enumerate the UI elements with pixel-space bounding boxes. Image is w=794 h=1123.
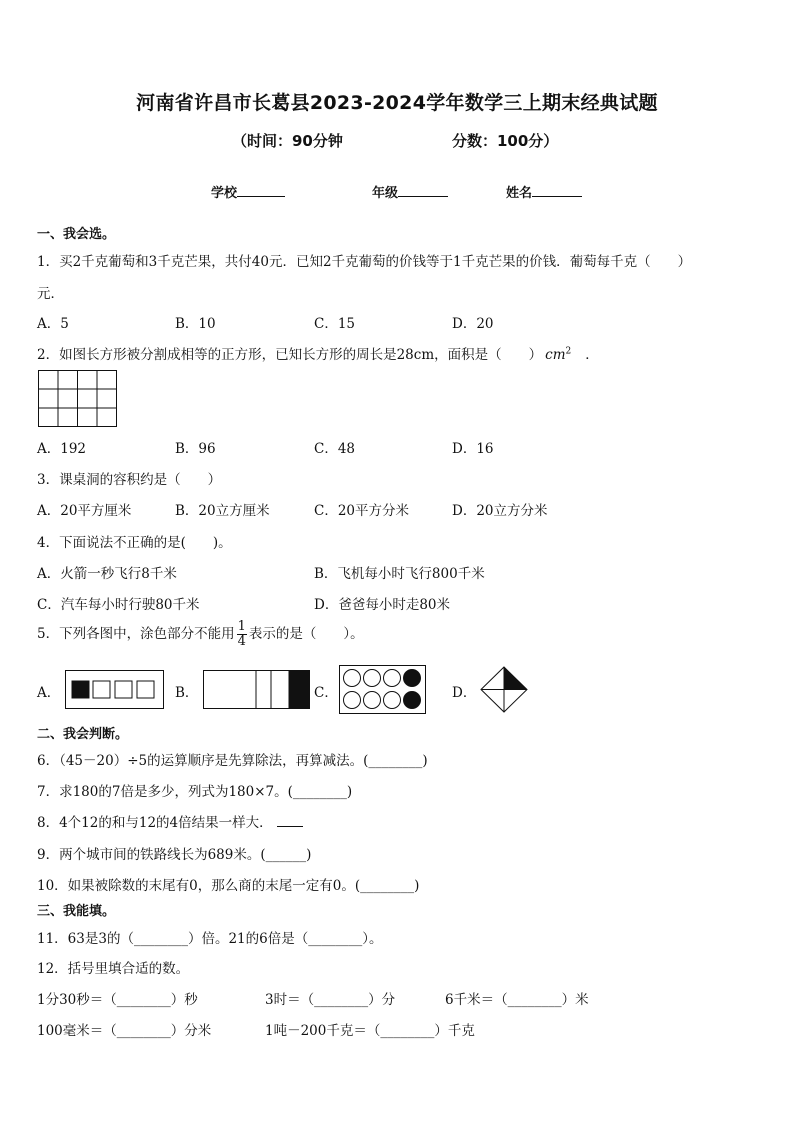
- q8-answer-blank[interactable]: [277, 814, 303, 827]
- q3-option-b[interactable]: B．20立方厘米: [175, 503, 270, 519]
- q12-item-5: 1吨－200千克＝（________）千克: [265, 1023, 475, 1039]
- question-2-end: ．: [585, 347, 599, 363]
- q5-figure-b: [203, 670, 311, 710]
- question-2-text: 2．如图长方形被分割成相等的正方形，已知长方形的周长是28cm，面积是（ ）: [37, 347, 543, 363]
- rectangle-grid-figure: [38, 370, 118, 428]
- question-10: 10．如果被除数的末尾有0，那么商的末尾一定有0。(________): [37, 878, 420, 894]
- q12-item-1: 1分30秒＝（________）秒: [37, 992, 198, 1008]
- q2-option-c[interactable]: C．48: [314, 441, 356, 457]
- q2-option-d[interactable]: D．16: [452, 441, 494, 457]
- grade-label: 年级: [372, 186, 399, 201]
- question-2: [37, 343, 599, 363]
- q5-option-b-label[interactable]: B．: [175, 685, 199, 701]
- name-field: [506, 182, 582, 201]
- q12-item-2: 3时＝（________）分: [265, 992, 396, 1008]
- q12-item-4: 100毫米＝（________）分米: [37, 1023, 212, 1039]
- school-blank[interactable]: [237, 184, 285, 197]
- section-heading-fill: 三、我能填。: [37, 904, 116, 919]
- q3-option-a[interactable]: A．20平方厘米: [37, 503, 132, 519]
- question-2-unit-sup: 2: [565, 346, 572, 357]
- question-11: 11．63是3的（________）倍。21的6倍是（________）。: [37, 931, 383, 947]
- question-1: 1．买2千克葡萄和3千克芒果，共付40元．已知2千克葡萄的价钱等于1千克芒果的价钱．葡萄每千克（ ）: [37, 254, 692, 270]
- grade-field: [372, 182, 448, 201]
- exam-time: （时间：90分钟: [232, 132, 343, 150]
- q4-option-d[interactable]: D．爸爸每小时走80米: [314, 597, 451, 613]
- question-4: 4．下面说法不正确的是( )。: [37, 535, 232, 551]
- name-label: 姓名: [506, 186, 533, 201]
- one-quarter-fraction: [237, 620, 247, 649]
- q1-option-c[interactable]: C．15: [314, 316, 356, 332]
- question-5-text-before: 5．下列各图中，涂色部分不能用: [37, 626, 235, 642]
- name-blank[interactable]: [532, 184, 582, 197]
- question-9: 9．两个城市间的铁路线长为689米。(______): [37, 847, 312, 863]
- question-8-text: 8．4个12的和与12的4倍结果一样大．: [37, 815, 273, 831]
- section-heading-choice: 一、我会选。: [37, 227, 116, 242]
- question-6: 6．（45－20）÷5的运算顺序是先算除法，再算减法。(________): [37, 753, 428, 769]
- q5-option-a-label[interactable]: A．: [37, 685, 61, 701]
- q3-option-c[interactable]: C．20平方分米: [314, 503, 410, 519]
- q12-item-3: 6千米＝（________）米: [445, 992, 589, 1008]
- q1-option-a[interactable]: A．5: [37, 316, 69, 332]
- q4-option-b[interactable]: B．飞机每小时飞行800千米: [314, 566, 485, 582]
- question-8: [37, 811, 303, 831]
- page-title: 河南省许昌市长葛县2023-2024学年数学三上期末经典试题: [136, 92, 658, 114]
- q5-option-c-label[interactable]: C．: [314, 685, 338, 701]
- q5-figure-a: [65, 670, 165, 710]
- q5-figure-d: [479, 666, 529, 714]
- q4-option-a[interactable]: A．火箭一秒飞行8千米: [37, 566, 177, 582]
- q1-option-b[interactable]: B．10: [175, 316, 216, 332]
- question-2-unit: cm: [545, 347, 566, 363]
- grade-blank[interactable]: [398, 184, 448, 197]
- school-label: 学校: [211, 186, 238, 201]
- question-3: 3．课桌洞的容积约是（ ）: [37, 472, 222, 488]
- question-1-continued: 元．: [37, 286, 64, 302]
- question-5: [37, 620, 364, 649]
- q5-option-d-label[interactable]: D．: [452, 685, 477, 701]
- question-7: 7．求180的7倍是多少，列式为180×7。(________): [37, 784, 353, 800]
- question-5-text-after: 表示的是（ ）。: [248, 626, 364, 642]
- section-heading-judge: 二、我会判断。: [37, 727, 129, 742]
- exam-score: 分数：100分）: [452, 132, 559, 150]
- fraction-numerator: 1: [237, 619, 246, 634]
- q4-option-c[interactable]: C．汽车每小时行驶80千米: [37, 597, 200, 613]
- question-12: 12．括号里填合适的数。: [37, 961, 190, 977]
- q2-option-b[interactable]: B．96: [175, 441, 216, 457]
- q2-option-a[interactable]: A．192: [37, 441, 87, 457]
- q5-figure-c: [339, 665, 427, 715]
- school-field: [211, 182, 285, 201]
- q1-option-d[interactable]: D．20: [452, 316, 494, 332]
- q3-option-d[interactable]: D．20立方分米: [452, 503, 548, 519]
- fraction-denominator: 4: [237, 634, 246, 649]
